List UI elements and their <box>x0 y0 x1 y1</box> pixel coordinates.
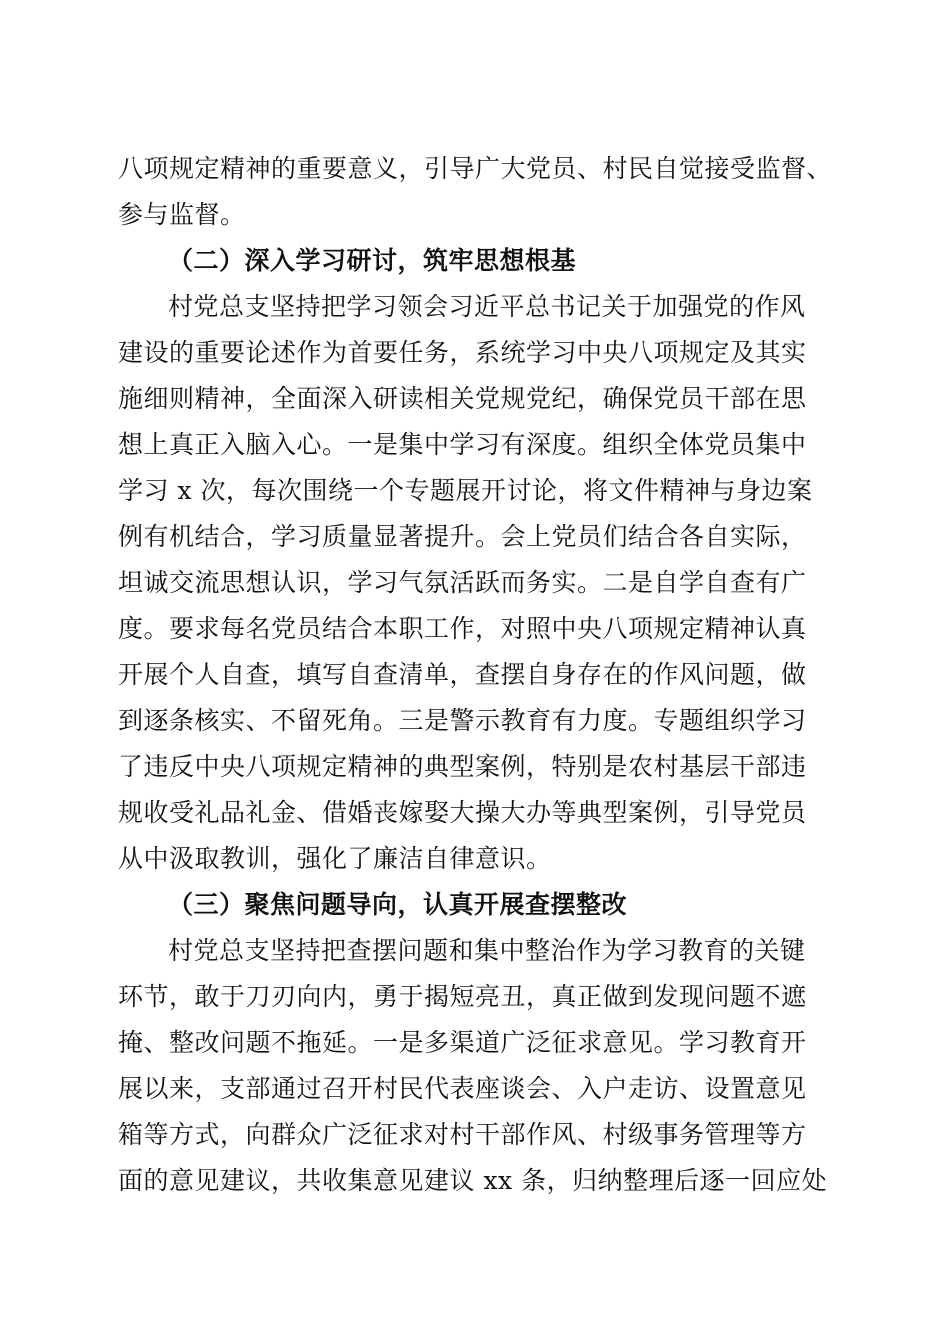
text-line: 坦诚交流思想认识，学习气氛活跃而务实。二是自学自查有广 <box>118 568 807 597</box>
text-line: 环节，敢于刀刃向内，勇于揭短亮丑，真正做到发现问题不遮 <box>118 982 807 1011</box>
text-line: 施细则精神，全面深入研读相关党规党纪，确保党员干部在思 <box>118 384 807 413</box>
text-line: 例有机结合，学习质量显著提升。会上党员们结合各自实际， <box>118 522 807 551</box>
section-heading-3: （三）聚焦问题导向，认真开展查摆整改 <box>168 890 628 919</box>
text-line: 学习 x 次，每次围绕一个专题展开讨论，将文件精神与身边案 <box>118 476 813 505</box>
text-line: 了违反中央八项规定精神的典型案例，特别是农村基层干部违 <box>118 752 807 781</box>
text-line: 掩、整改问题不拖延。一是多渠道广泛征求意见。学习教育开 <box>118 1028 807 1057</box>
text-line: 到逐条核实、不留死角。三是警示教育有力度。专题组织学习 <box>118 706 807 735</box>
text-line: 箱等方式，向群众广泛征求对村干部作风、村级事务管理等方 <box>118 1120 807 1149</box>
paragraph-start: 村党总支坚持把学习领会习近平总书记关于加强党的作风 <box>168 292 806 321</box>
body-text <box>118 146 838 1204</box>
text-line: 规收受礼品礼金、借婚丧嫁娶大操大办等典型案例，引导党员 <box>118 798 807 827</box>
paragraph-start: 村党总支坚持把查摆问题和集中整治作为学习教育的关键 <box>168 936 806 965</box>
text-line: 八项规定精神的重要意义，引导广大党员、村民自觉接受监督、 <box>118 154 833 183</box>
text-line: 建设的重要论述作为首要任务，系统学习中央八项规定及其实 <box>118 338 807 367</box>
text-line: 想上真正入脑入心。一是集中学习有深度。组织全体党员集中 <box>118 430 807 459</box>
section-heading-2: （二）深入学习研讨，筑牢思想根基 <box>168 246 577 275</box>
text-line: 度。要求每名党员结合本职工作，对照中央八项规定精神认真 <box>118 614 807 643</box>
text-line: 从中汲取教训，强化了廉洁自律意识。 <box>118 844 552 873</box>
text-line: 面的意见建议，共收集意见建议 xx 条，归纳整理后逐一回应处 <box>118 1166 828 1195</box>
text-line: 参与监督。 <box>118 200 246 229</box>
text-line: 展以来，支部通过召开村民代表座谈会、入户走访、设置意见 <box>118 1074 807 1103</box>
text-line: 开展个人自查，填写自查清单，查摆自身存在的作风问题，做 <box>118 660 807 689</box>
